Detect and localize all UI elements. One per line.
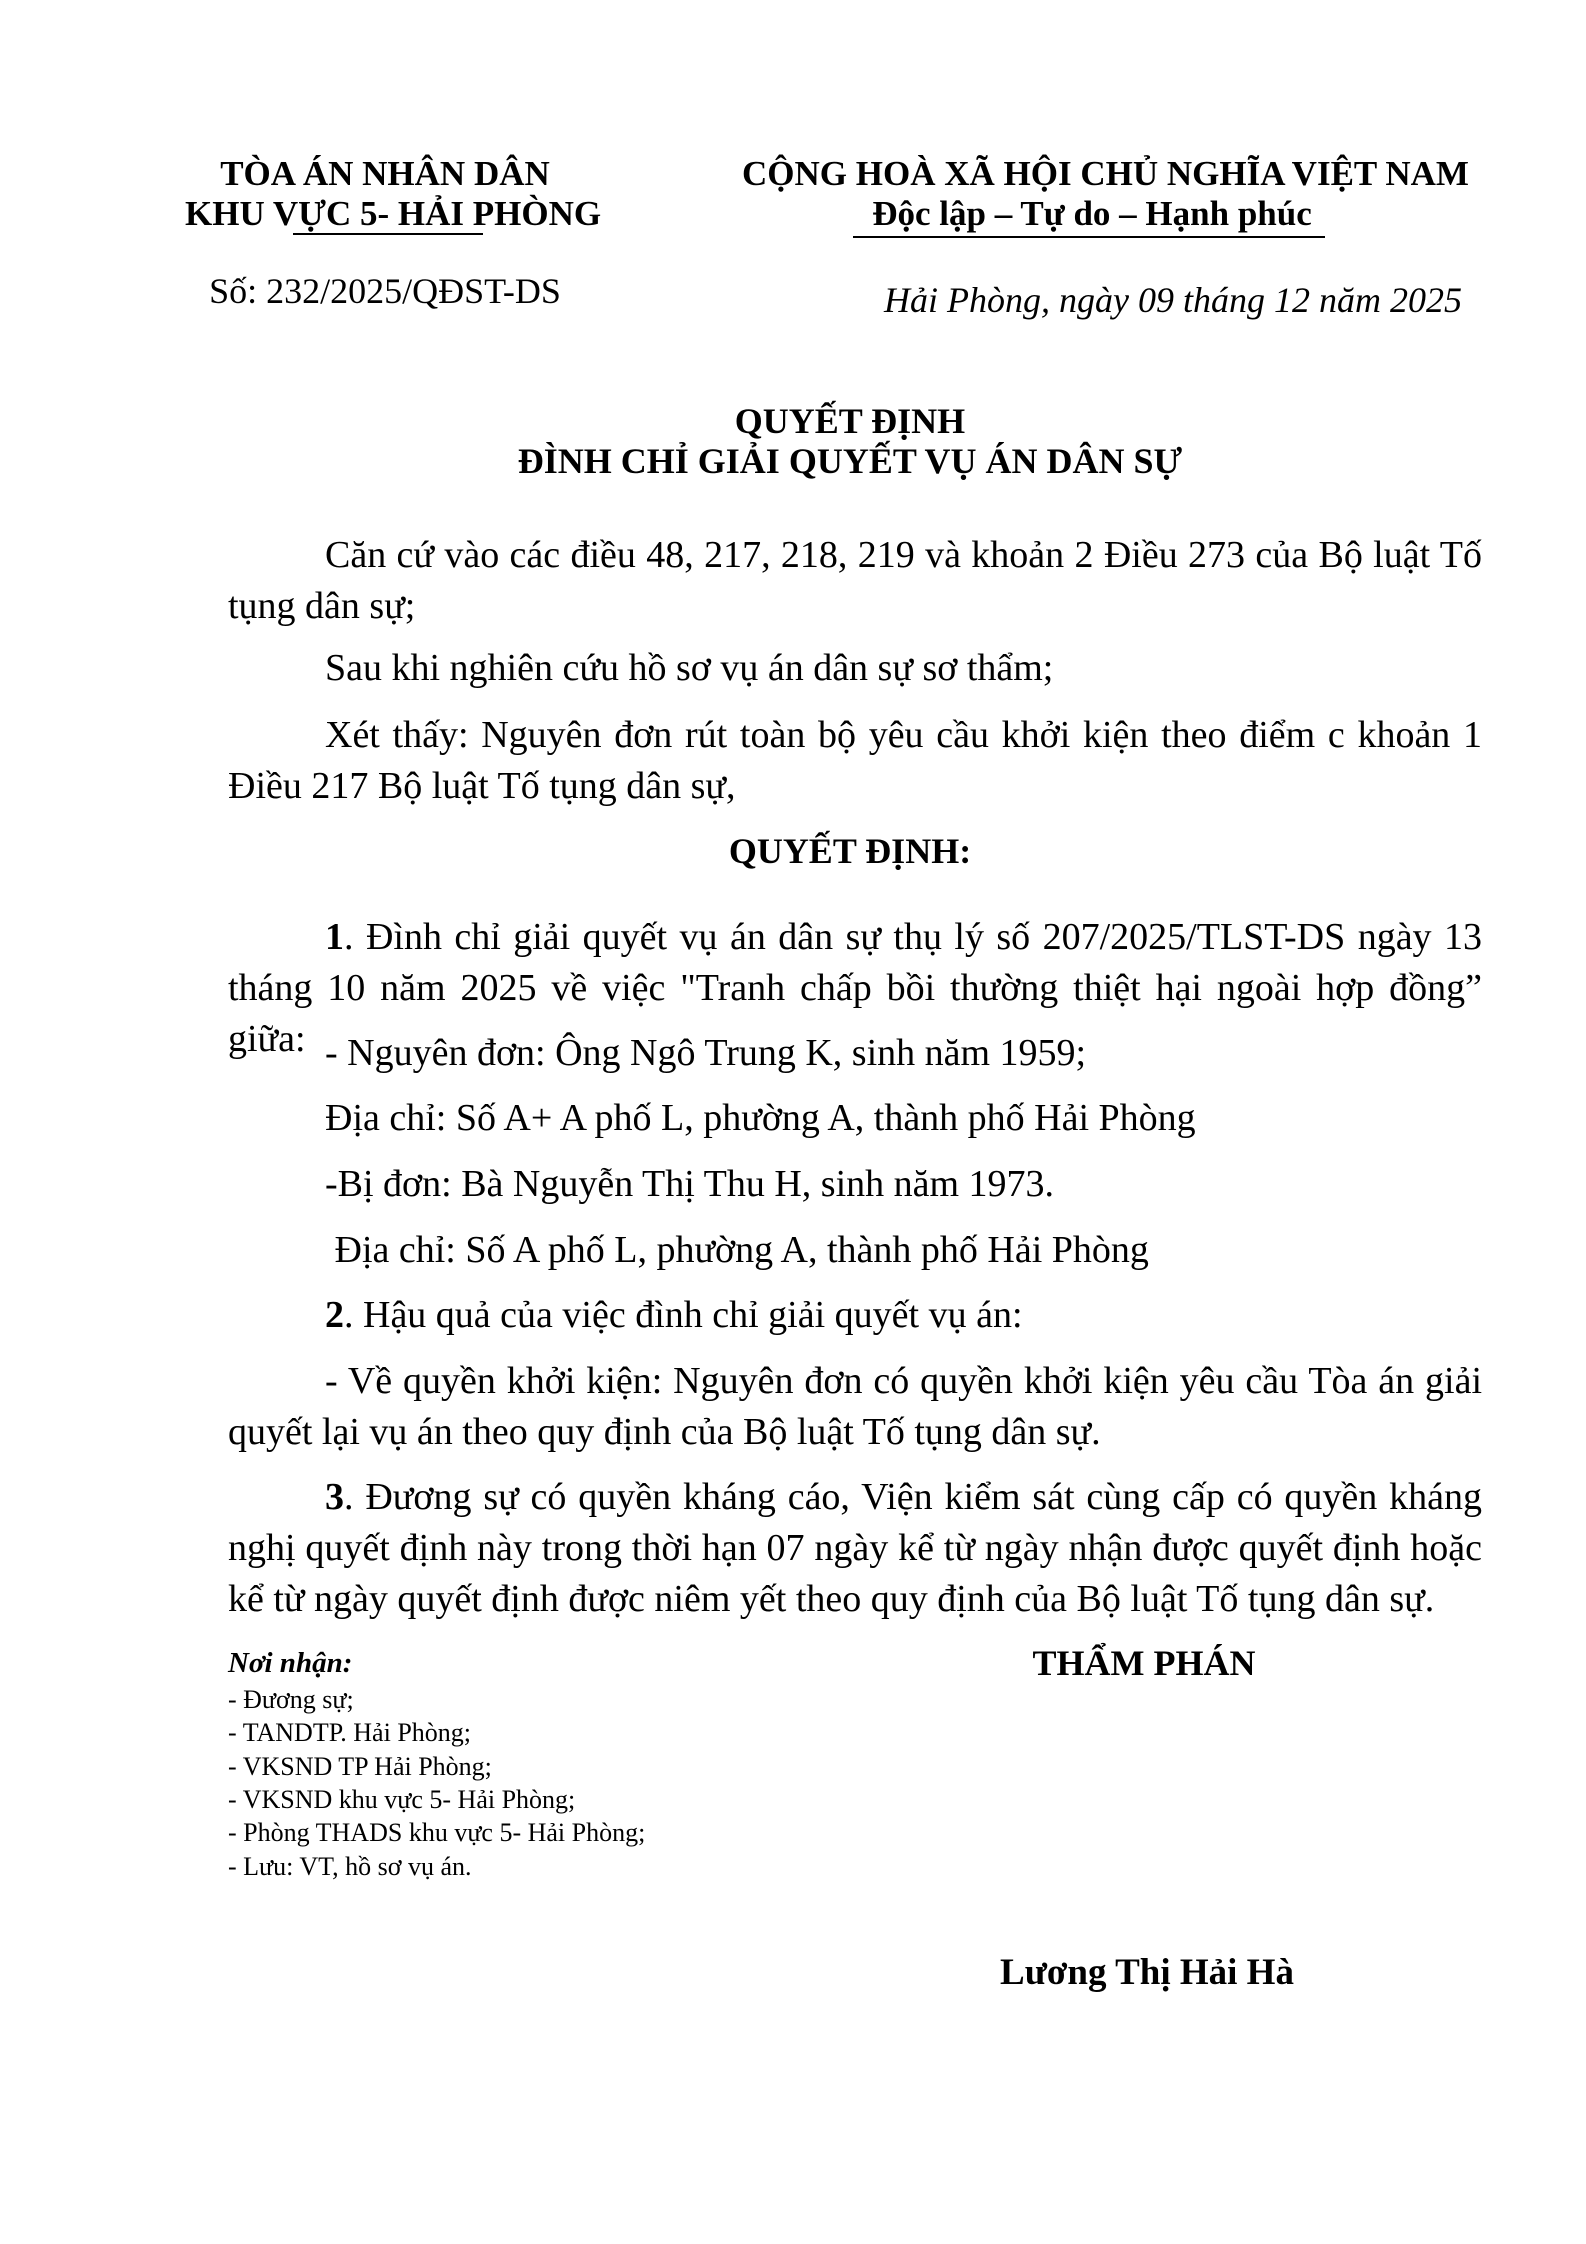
recipient-item: - VKSND khu vực 5- Hải Phòng; xyxy=(228,1785,576,1814)
document-subtitle: ĐÌNH CHỈ GIẢI QUYẾT VỤ ÁN DÂN SỰ xyxy=(517,441,1183,481)
national-motto: Độc lập – Tự do – Hạnh phúc xyxy=(872,194,1312,233)
section-3-text: . Đương sự có quyền kháng cáo, Viện kiểm sát cùng cấp có quyền kháng nghị quyết định này trong thời hạn 07 ngày kể từ ngày nhận được quyết định hoặc kể từ ngày quyết định được niêm yết theo quy định của Bộ luật Tố tụng dân sự. xyxy=(228,1476,1482,1620)
section-3-number: 3 xyxy=(325,1476,344,1518)
document-title: QUYẾT ĐỊNH xyxy=(734,401,966,441)
recipient-item: - Đương sự; xyxy=(228,1685,354,1714)
court-name: TÒA ÁN NHÂN DÂN xyxy=(220,154,550,193)
signer-name: Lương Thị Hải Hà xyxy=(1000,1952,1294,1993)
motto-underline xyxy=(853,236,1325,238)
recipient-item: - VKSND TP Hải Phòng; xyxy=(228,1752,492,1781)
section-1-text: . Đình chỉ giải quyết vụ án dân sự thụ lý số 207/2025/TLST-DS ngày 13 tháng 10 năm 2025 về việc "Tranh chấp bồi thường thiệt hại ngoài hợp đồng” giữa: xyxy=(228,916,1482,1060)
recipient-item: - TANDTP. Hải Phòng; xyxy=(228,1718,472,1747)
section-2-number: 2 xyxy=(325,1294,344,1336)
section-2 xyxy=(228,1290,1482,1341)
plaintiff: - Nguyên đơn: Ông Ngô Trung K, sinh năm 1959; xyxy=(325,1032,1087,1074)
section-1-number: 1 xyxy=(325,916,344,958)
section-2-text: . Hậu quả của việc đình chỉ giải quyết vụ án: xyxy=(344,1294,1023,1336)
signer-role: THẨM PHÁN xyxy=(1032,1643,1256,1683)
national-title: CỘNG HOÀ XÃ HỘI CHỦ NGHĨA VIỆT NAM xyxy=(742,154,1469,193)
right-to-sue: - Về quyền khởi kiện: Nguyên đơn có quyền khởi kiện yêu cầu Tòa án giải quyết lại vụ án theo quy định của Bộ luật Tố tụng dân sự. xyxy=(228,1360,1482,1453)
place-date: Hải Phòng, ngày 09 tháng 12 năm 2025 xyxy=(884,280,1462,320)
section-3 xyxy=(228,1472,1482,1625)
plaintiff-address: Địa chỉ: Số A+ A phố L, phường A, thành phố Hải Phòng xyxy=(325,1097,1196,1139)
legal-basis: Căn cứ vào các điều 48, 217, 218, 219 và khoản 2 Điều 273 của Bộ luật Tố tụng dân sự; xyxy=(228,534,1482,627)
finding: Xét thấy: Nguyên đơn rút toàn bộ yêu cầu khởi kiện theo điểm c khoản 1 Điều 217 Bộ luật Tố tụng dân sự, xyxy=(228,714,1482,807)
recipient-item: - Lưu: VT, hồ sơ vụ án. xyxy=(228,1852,472,1881)
decision-heading: QUYẾT ĐỊNH: xyxy=(728,831,972,871)
document-number: Số: 232/2025/QĐST-DS xyxy=(209,271,561,311)
court-underline xyxy=(293,233,483,235)
court-region: KHU VỰC 5- HẢI PHÒNG xyxy=(185,194,602,233)
defendant-address: Địa chỉ: Số A phố L, phường A, thành phố Hải Phòng xyxy=(325,1229,1149,1271)
case-review: Sau khi nghiên cứu hồ sơ vụ án dân sự sơ thẩm; xyxy=(325,647,1054,689)
recipient-item: - Phòng THADS khu vực 5- Hải Phòng; xyxy=(228,1818,646,1847)
defendant: -Bị đơn: Bà Nguyễn Thị Thu H, sinh năm 1973. xyxy=(325,1163,1055,1205)
recipients-label: Nơi nhận: xyxy=(228,1647,353,1679)
